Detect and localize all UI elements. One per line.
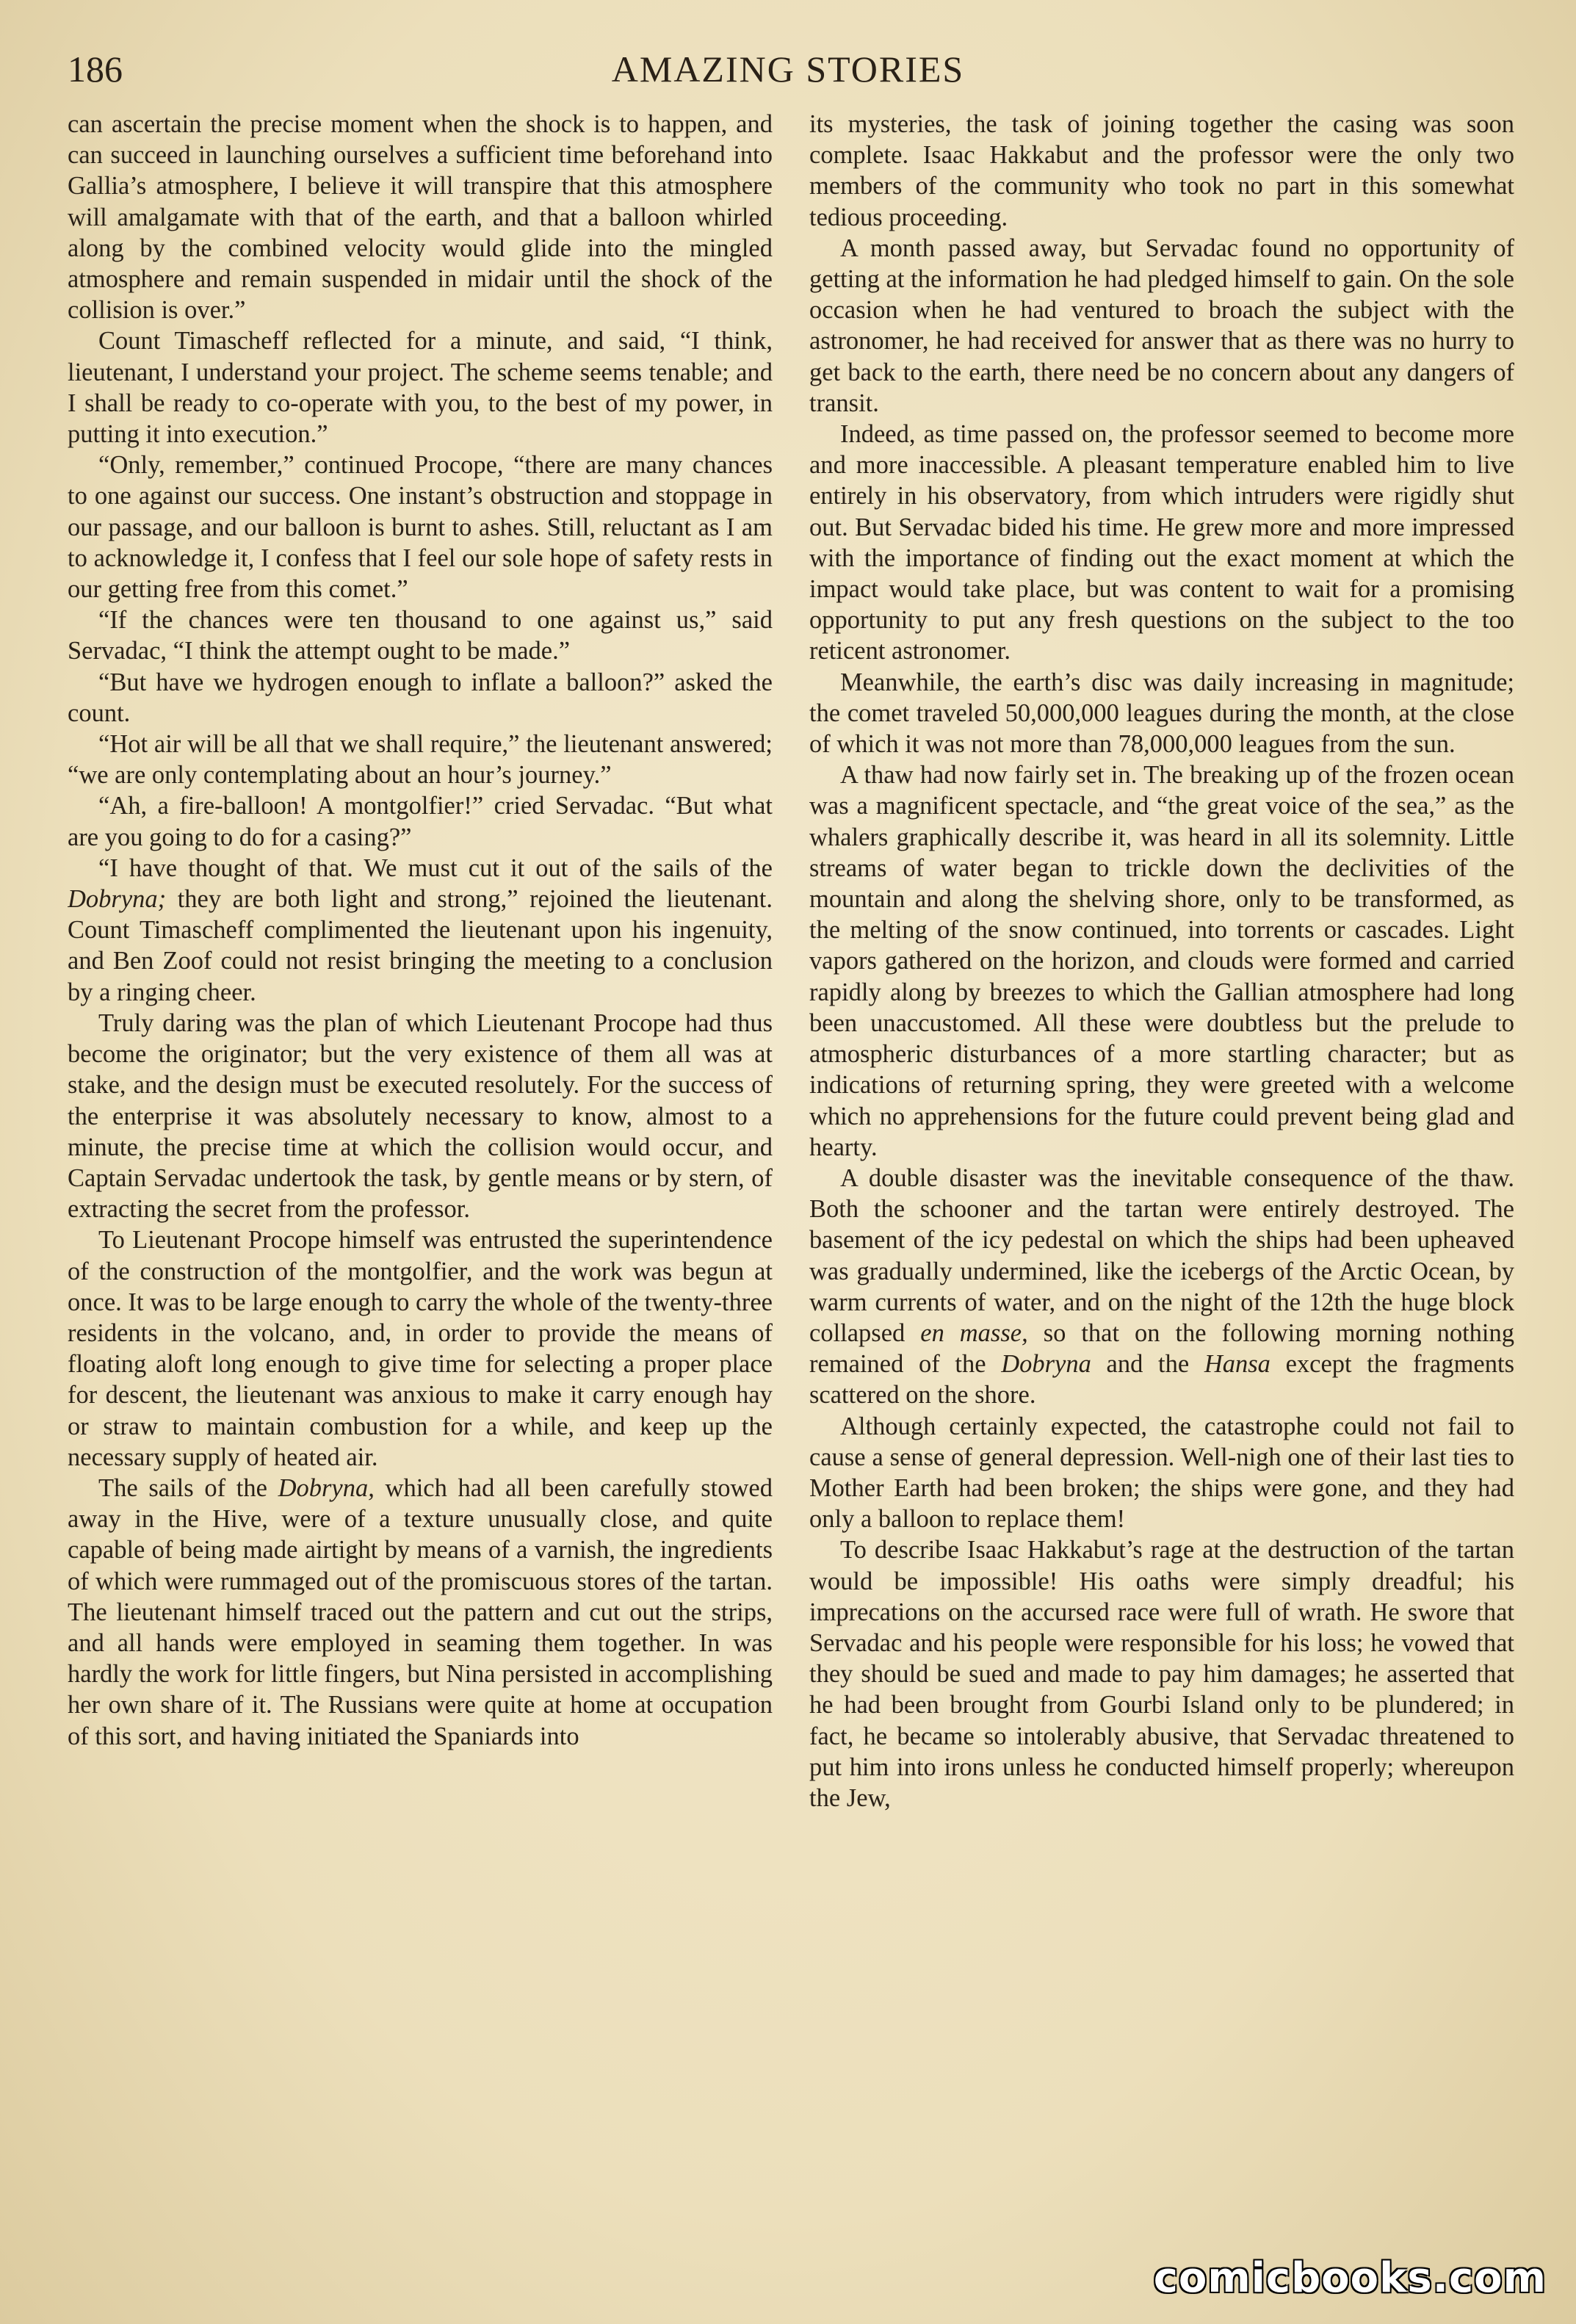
paragraph: Truly daring was the plan of which Lieutenant Procope had thus become the originator; but the very existence of them all was at stake, and the design must be executed resolutely. For the success of the enterprise it was absolutely necessary to know, almost to a minute, the precise time at which the collision would occur, and Captain Servadac undertook the task, by gentle means or by stern, of extracting the secret from the professor. bbox=[68, 1008, 773, 1224]
paragraph: A month passed away, but Servadac found no opportunity of getting at the information he had pledged himself to gain. On the sole occasion when he had ventured to broach the subject with the astronomer, he had received for answer that as there was no hurry to get back to the earth, there need be no concern about any dangers of transit. bbox=[809, 234, 1514, 417]
text-columns bbox=[68, 109, 1516, 2224]
page-number: 186 bbox=[68, 48, 123, 90]
paragraph: can ascertain the precise moment when the shock is to happen, and can succeed in launching ourselves a sufficient time beforehand into Gallia’s atmosphere, I believe it will transpire that this atmosphere will amalgamate with that of the earth, and that a balloon whirled along by the combined velocity would glide into the mingled atmosphere and remain suspended in midair until the shock of the collision is over.” bbox=[68, 110, 773, 325]
ship-name: Dobryna; bbox=[68, 885, 167, 914]
paragraph: its mysteries, the task of joining together the casing was soon complete. Isaac Hakkabut and the professor were the only two members of the community who took no part in this somewhat tedious proceeding. bbox=[809, 110, 1514, 231]
paragraph: Although certainly expected, the catastrophe could not fail to cause a sense of general depression. Well-nigh one of their last ties to Mother Earth had been broken; the ships were gone, and they had only a balloon to replace them! bbox=[809, 1412, 1514, 1534]
paragraph: Count Timascheff reflected for a minute, and said, “I think, lieutenant, I understand your project. The scheme seems tenable; and I shall be ready to co-operate with you, to the best of my power, in putting it into execution.” bbox=[68, 327, 773, 449]
paragraph: A double disaster was the inevitable consequence of the thaw. Both the schooner and the tartan were entirely destroyed. The basement of the icy pedestal on which the ships had been upheaved was gradually undermined, like the icebergs of the Arctic Ocean, by warm currents of water, and on the night of the 12th the huge block collapsed en masse, so that on the following morning nothing remained of the Dobryna and the Hansa except the fragments scattered on the shore. bbox=[809, 1163, 1514, 1410]
paragraph: “Only, remember,” continued Procope, “there are many chances to one against our success. One instant’s obstruction and stoppage in our passage, and our balloon is burnt to ashes. Still, reluctant as I am to acknowledge it, I confess that I feel our sole hope of safety rests in our getting free from this comet.” bbox=[68, 451, 773, 604]
paragraph: “Ah, a fire-balloon! A montgolfier!” cried Servadac. “But what are you going to do for a casing?” bbox=[68, 792, 773, 851]
paragraph: The sails of the Dobryna, which had all been carefully stowed away in the Hive, were of a texture unusually close, and quite capable of being made airtight by means of a varnish, the ingredients of which were rummaged out of the promiscuous stores of the tartan. The lieutenant himself traced out the pattern and cut out the strips, and all hands were employed in seaming them together. In was hardly the work for little fingers, but Nina persisted in accomplishing her own share of it. The Russians were quite at home at occupation of this sort, and having initiated the Spaniards into bbox=[68, 1473, 773, 1750]
running-title: AMAZING STORIES bbox=[611, 48, 965, 90]
paragraph: Meanwhile, the earth’s disc was daily increasing in magnitude; the comet traveled 50,000,000 leagues during the month, at the close of which it was not more than 78,000,000 leagues from the sun. bbox=[809, 668, 1514, 759]
right-column bbox=[809, 109, 1514, 2224]
paragraph: To Lieutenant Procope himself was entrusted the superintendence of the construction of the montgolfier, and the work was begun at once. It was to be large enough to carry the whole of the twenty-three residents in the volcano, and, in order to provide the means of floating aloft long enough to give time for selecting a proper place for descent, the lieutenant was anxious to make it carry enough hay or straw to maintain combustion for a while, and keep up the necessary supply of heated air. bbox=[68, 1226, 773, 1471]
italic-phrase: en masse, bbox=[920, 1318, 1028, 1347]
page-header bbox=[59, 44, 1517, 95]
paragraph: “I have thought of that. We must cut it out of the sails of the Dobryna; they are both light and strong,” rejoined the lieutenant. Count Timascheff complimented the lieutenant upon his ingenuity, and Ben Zoof could not resist bringing the meeting to a conclusion by a ringing cheer. bbox=[68, 854, 773, 1006]
watermark: comicbooks.com bbox=[1153, 2254, 1547, 2302]
paragraph: “But have we hydrogen enough to inflate a balloon?” asked the count. bbox=[68, 668, 773, 727]
left-column bbox=[68, 109, 773, 2224]
paragraph: Indeed, as time passed on, the professor seemed to become more and more inaccessible. A pleasant temperature enabled him to live entirely in his observatory, from which intruders were rigidly shut out. But Servadac bided his time. He grew more and more impressed with the importance of finding out the exact moment at which the impact would take place, but was content to wait for a promising opportunity to put any fresh questions on the subject to the too reticent astronomer. bbox=[809, 420, 1514, 665]
ship-name: Dobryna bbox=[1001, 1350, 1091, 1379]
ship-name: Dobryna, bbox=[278, 1473, 375, 1502]
ship-name: Hansa bbox=[1204, 1350, 1270, 1379]
paragraph: To describe Isaac Hakkabut’s rage at the destruction of the tartan would be impossible! His oaths were simply dreadful; his imprecations on the accursed race were full of wrath. He swore that Servadac and his people were responsible for his loss; he vowed that they should be sued and made to pay him damages; he asserted that he had been brought from Gourbi Island only to be plundered; in fact, he became so intolerably abusive, that Servadac threatened to put him into irons unless he conducted himself properly; whereupon the Jew, bbox=[809, 1536, 1514, 1812]
paragraph: “Hot air will be all that we shall require,” the lieutenant answered; “we are only contemplating about an hour’s journey.” bbox=[68, 730, 773, 790]
paragraph: A thaw had now fairly set in. The breaking up of the frozen ocean was a magnificent spectacle, and “the great voice of the sea,” as the whalers graphically describe it, was heard in all its solemnity. Little streams of water began to trickle down the declivities of the mountain and along the shelving shore, only to be transformed, as the melting of the snow continued, into torrents or cascades. Light vapors gathered on the horizon, and clouds were formed and carried rapidly along by breezes to which the Gallian atmosphere had long been unaccustomed. All these were doubtless but the prelude to atmospheric disturbances of a more startling character; but as indications of returning spring, they were greeted with a welcome which no apprehensions for the future could prevent being glad and hearty. bbox=[809, 761, 1514, 1161]
paragraph: “If the chances were ten thousand to one against us,” said Servadac, “I think the attempt ought to be made.” bbox=[68, 606, 773, 665]
